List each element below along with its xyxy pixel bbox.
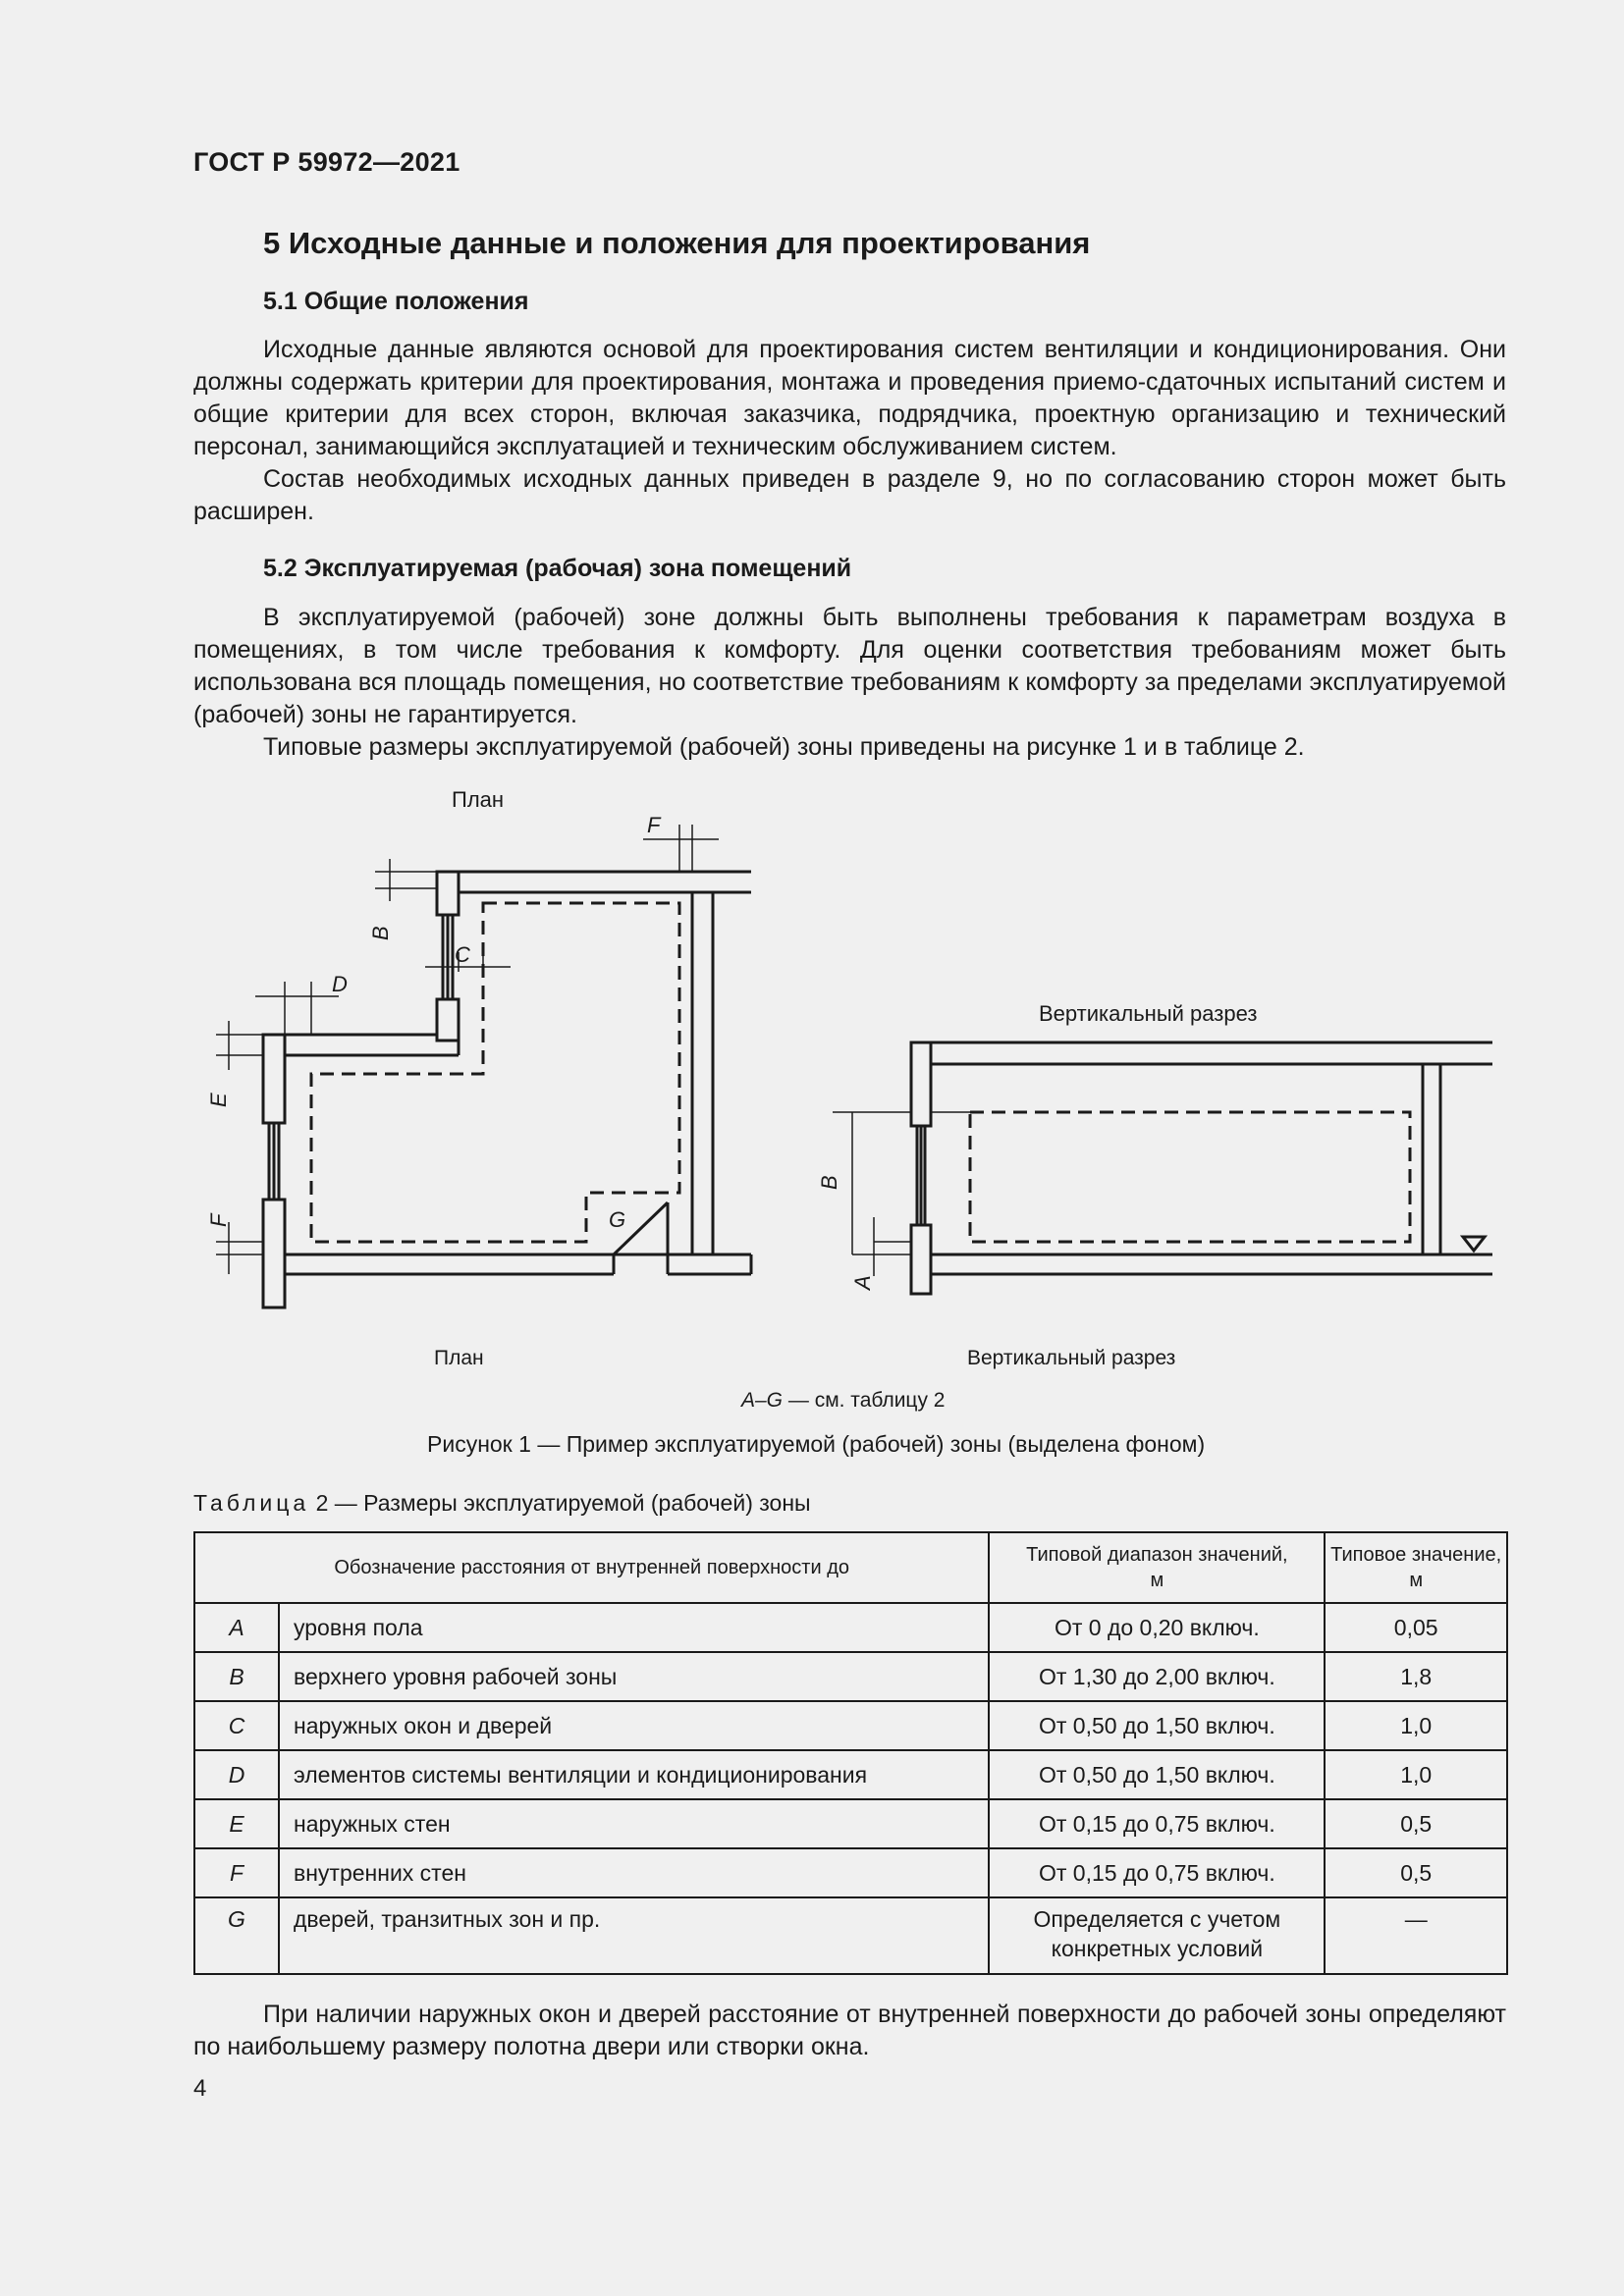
- dimensions-table: [193, 1531, 1508, 1975]
- section-drawing: [911, 1042, 1492, 1294]
- row-range: От 0,50 до 1,50 включ.: [989, 1701, 1325, 1750]
- paragraph: Типовые размеры эксплуатируемой (рабочей) зоны приведены на рисунке 1 и в таблице 2.: [263, 733, 1305, 761]
- row-letter: C: [194, 1701, 279, 1750]
- paragraph: При наличии наружных окон и дверей расстояние от внутренней поверхности до рабочей зоны определяют по наибольшему размеру полотна двери или створки окна.: [193, 2001, 1506, 2060]
- plan-working-zone: [311, 903, 679, 1242]
- plan-title: План: [452, 787, 505, 812]
- row-range: От 0,15 до 0,75 включ.: [989, 1799, 1325, 1848]
- dim-label-f: F: [647, 813, 661, 837]
- header-range: [989, 1532, 1325, 1603]
- header-designation: Обозначение расстояния от внутренней поверхности до: [194, 1532, 989, 1603]
- subsection-5-2-title: 5.2 Эксплуатируемая (рабочая) зона помещений: [263, 555, 852, 582]
- row-value: 1,0: [1325, 1701, 1507, 1750]
- row-description: наружных окон и дверей: [279, 1701, 989, 1750]
- section-title-label: Вертикальный разрез: [1039, 1001, 1258, 1026]
- table-row: [194, 1750, 1507, 1799]
- row-letter: D: [194, 1750, 279, 1799]
- section-title: 5 Исходные данные и положения для проектирования: [263, 226, 1091, 260]
- plan-caption: План: [434, 1347, 484, 1369]
- table-label: Таблица: [193, 1490, 310, 1516]
- paragraph: В эксплуатируемой (рабочей) зоне должны быть выполнены требования к параметрам воздуха в помещениях, в том числе требования к комфорту. Для оценки соответствия требованиям может быть использована вся площадь помещения, но соответствие требованиям к комфорту за пределами эксплуатируемой (рабочей) зоны не гарантируется.: [193, 604, 1506, 728]
- row-description: верхнего уровня рабочей зоны: [279, 1652, 989, 1701]
- row-value: 1,0: [1325, 1750, 1507, 1799]
- table-row: [194, 1848, 1507, 1897]
- header-value: [1325, 1532, 1507, 1603]
- row-value: 0,5: [1325, 1848, 1507, 1897]
- subsection-5-1-title: 5.1 Общие положения: [263, 288, 529, 315]
- svg-text:A–G — см. таблицу 2: [739, 1389, 945, 1412]
- header-value-line2: м: [1409, 1570, 1424, 1591]
- section-working-zone: [970, 1112, 1410, 1242]
- figure-note-text: — см. таблицу 2: [783, 1389, 946, 1412]
- row-letter: G: [194, 1897, 279, 1974]
- row-value: —: [1325, 1897, 1507, 1974]
- table-header-row: [194, 1532, 1507, 1603]
- dim-label-d: D: [332, 972, 348, 996]
- row-value: 1,8: [1325, 1652, 1507, 1701]
- row-description: внутренних стен: [279, 1848, 989, 1897]
- row-letter: B: [194, 1652, 279, 1701]
- row-description: наружных стен: [279, 1799, 989, 1848]
- row-letter: A: [194, 1603, 279, 1652]
- header-range-line2: м: [1150, 1570, 1164, 1591]
- dim-label-b: B: [368, 926, 393, 940]
- table-title-text: 2 — Размеры эксплуатируемой (рабочей) зоны: [315, 1490, 811, 1516]
- dim-label-c: C: [455, 942, 470, 967]
- row-range: От 0 до 0,20 включ.: [989, 1603, 1325, 1652]
- row-range: [989, 1897, 1325, 1974]
- row-value: 0,05: [1325, 1603, 1507, 1652]
- footer-paragraph: [193, 1999, 1506, 2063]
- row-description: элементов системы вентиляции и кондиционирования: [279, 1750, 989, 1799]
- row-letter: F: [194, 1848, 279, 1897]
- row-description: уровня пола: [279, 1603, 989, 1652]
- paragraph: Состав необходимых исходных данных приведен в разделе 9, но по согласованию сторон может быть расширен.: [193, 465, 1506, 525]
- dim-label-f-left: F: [206, 1213, 231, 1227]
- figure-1: [193, 775, 1509, 1463]
- table-row: [194, 1897, 1507, 1974]
- figure-caption: Рисунок 1 — Пример эксплуатируемой (рабочей) зоны (выделена фоном): [427, 1431, 1206, 1457]
- paragraph: Исходные данные являются основой для проектирования систем вентиляции и кондиционирования. Они должны содержать критерии для проектирования, монтажа и проведения приемо-сдаточных испытаний систем и общие критерии для всех сторон, включая заказчика, подрядчика, проектную организацию и технический персонал, занимающийся эксплуатацией и техническим обслуживанием систем.: [193, 336, 1506, 460]
- dim-label-e: E: [206, 1093, 231, 1107]
- section-caption: Вертикальный разрез: [967, 1347, 1176, 1369]
- plan-drawing: [263, 872, 751, 1308]
- figure-note-letters: A–G: [741, 1389, 784, 1412]
- page-number: 4: [193, 2075, 207, 2102]
- table-row: [194, 1603, 1507, 1652]
- row-range: От 0,50 до 1,50 включ.: [989, 1750, 1325, 1799]
- row-value: 0,5: [1325, 1799, 1507, 1848]
- subsection-5-2-text: [193, 602, 1506, 764]
- header-range-line1: Типовой диапазон значений,: [1026, 1544, 1288, 1566]
- document-id: ГОСТ Р 59972—2021: [193, 147, 460, 177]
- row-range: От 1,30 до 2,00 включ.: [989, 1652, 1325, 1701]
- row-range-line1: Определяется с учетом: [1033, 1906, 1281, 1932]
- row-letter: E: [194, 1799, 279, 1848]
- row-description: дверей, транзитных зон и пр.: [279, 1897, 989, 1974]
- dim-label-g: G: [609, 1207, 626, 1232]
- section-dimensions: [833, 1112, 970, 1276]
- section-label-a: A: [850, 1275, 875, 1290]
- table-row: [194, 1652, 1507, 1701]
- subsection-5-1-text: [193, 334, 1506, 528]
- header-value-line1: Типовое значение,: [1330, 1544, 1502, 1566]
- row-range-line2: конкретных условий: [1051, 1936, 1264, 1961]
- table-row: [194, 1701, 1507, 1750]
- table-title: [193, 1490, 811, 1517]
- table-row: [194, 1799, 1507, 1848]
- section-label-b: B: [817, 1175, 841, 1190]
- row-range: От 0,15 до 0,75 включ.: [989, 1848, 1325, 1897]
